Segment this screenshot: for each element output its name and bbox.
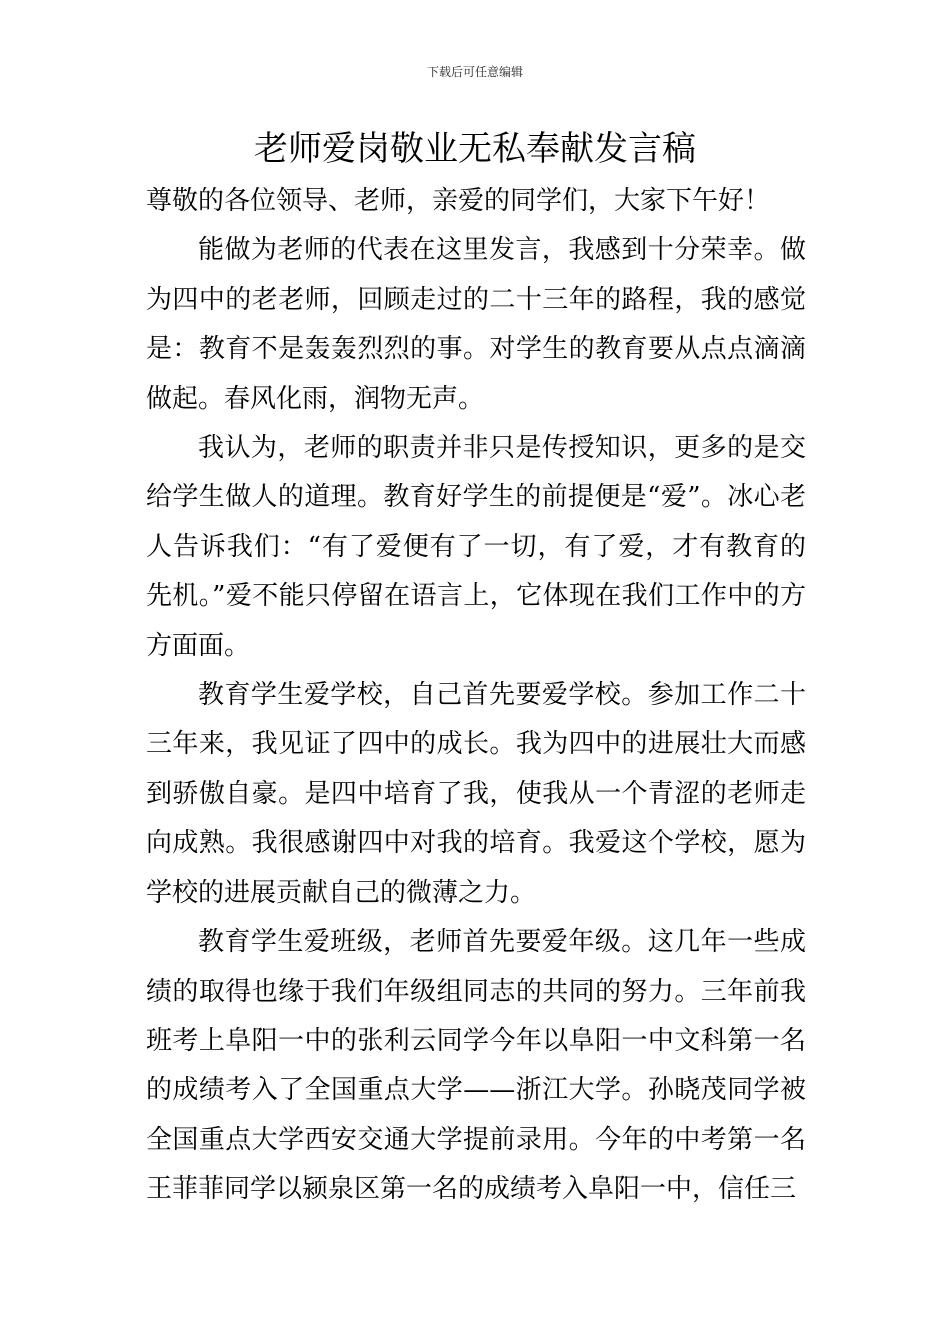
header-note: 下载后可任意编辑 (426, 65, 523, 79)
paragraph-3: 教育学生爱学校，自己首先要爱学校。参加工作二十三年来，我见证了四中的成长。我为四中的进展壮大而感到骄傲自豪。是四中培育了我，使我从一个青涩的老师走向成熟。我很感谢四中对我的培育。我爱这个学校，愿为学校的进展贡献自己的微薄之力。 (146, 680, 806, 908)
document-body (146, 177, 806, 1215)
paragraph-2: 我认为，老师的职责并非只是传授知识，更多的是交给学生做人的道理。教育好学生的前提便是“爱”。冰心老人告诉我们：“有了爱便有了一切，有了爱，才有教育的先机。”爱不能只停留在语言上，它体现在我们工作中的方方面面。 (146, 433, 806, 661)
paragraph-1: 能做为老师的代表在这里发言，我感到十分荣幸。做为四中的老老师，回顾走过的二十三年的路程，我的感觉是：教育不是轰轰烈烈的事。对学生的教育要从点点滴滴做起。春风化雨，润物无声。 (146, 235, 806, 414)
document-title: 老师爱岗敬业无私奉献发言稿 (254, 129, 696, 169)
salutation: 尊敬的各位领导、老师，亲爱的同学们，大家下午好！ (146, 186, 771, 216)
paragraph-4: 教育学生爱班级，老师首先要爱年级。这几年一些成绩的取得也缘于我们年级组同志的共同的努力。三年前我班考上阜阳一中的张利云同学今年以阜阳一中文科第一名的成绩考入了全国重点大学——浙江大学。孙晓茂同学被全国重点大学西安交通大学提前录用。今年的中考第一名王菲菲同学以颍泉区第一名的成绩考入阜阳一中，信任三 (146, 927, 806, 1205)
